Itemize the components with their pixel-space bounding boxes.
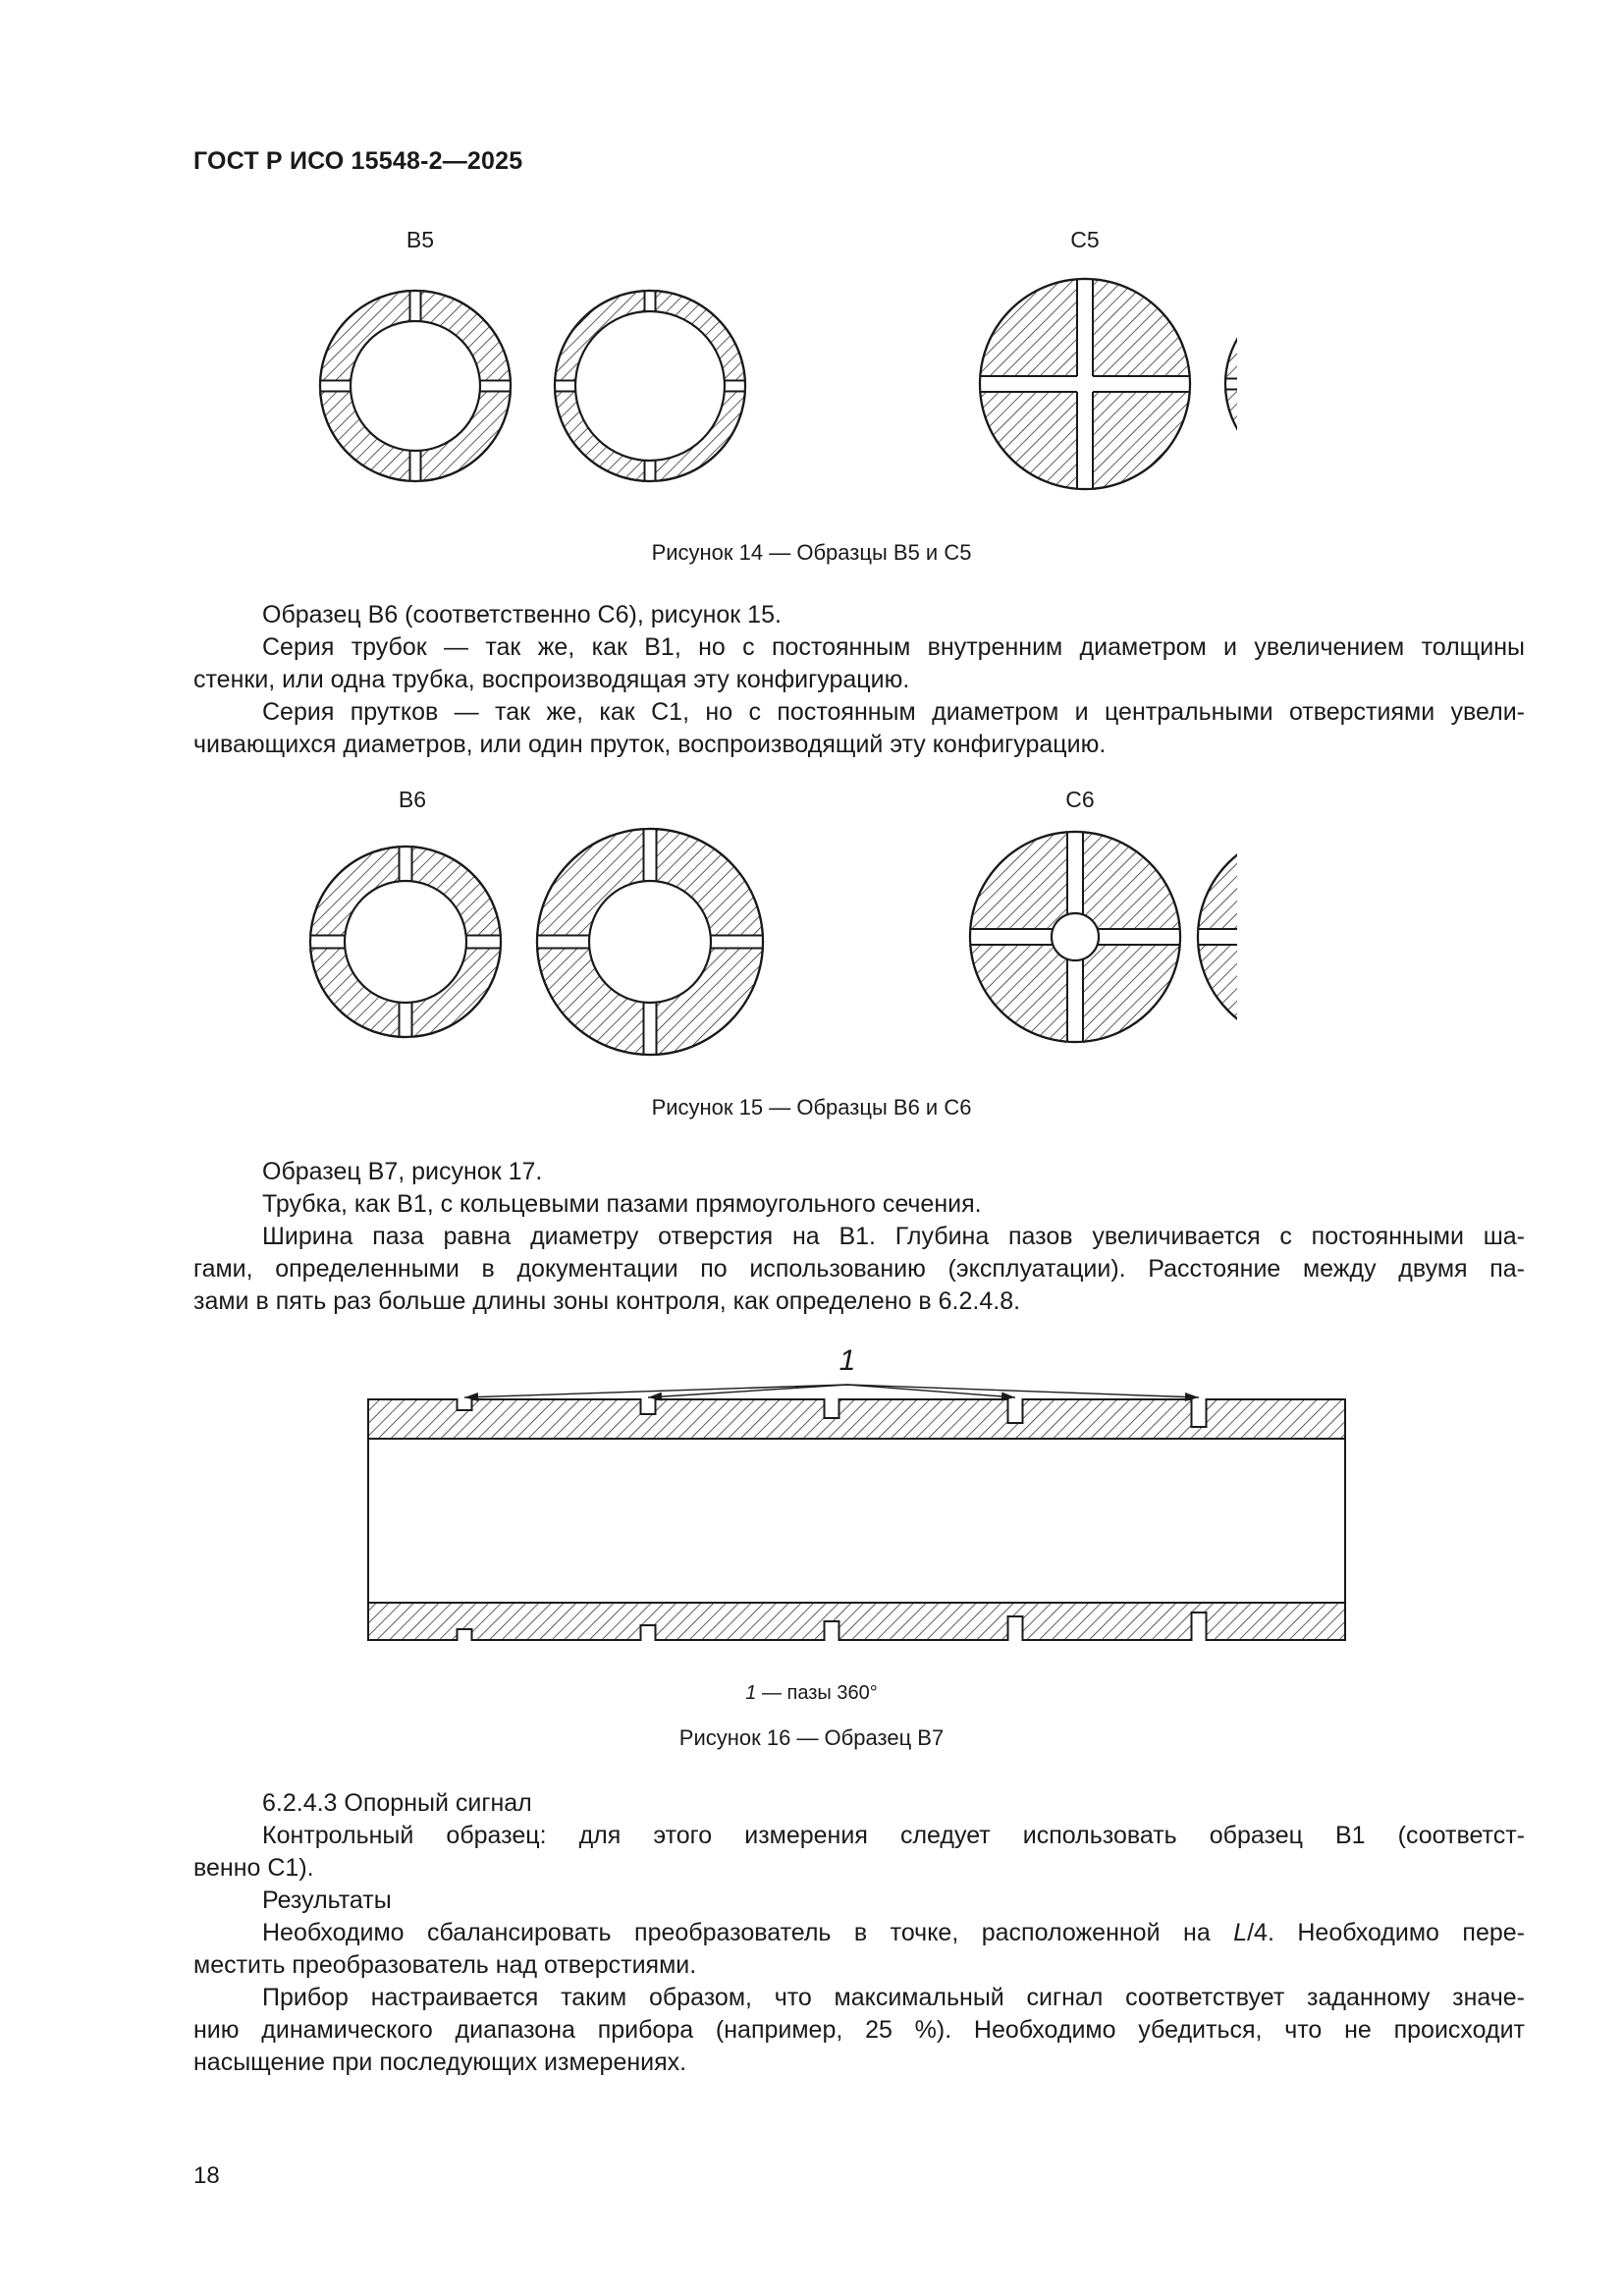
paragraph: Образец B7, рисунок 17. xyxy=(262,1158,543,1185)
paragraph: Серия трубок — так же, как B1, но с постоянным внутренним диаметром и увеличением толщины xyxy=(262,633,1525,661)
figure-label-c5: C5 xyxy=(1070,227,1100,252)
paragraph: чивающихся диаметров, или один пруток, воспроизводящий эту конфигурацию. xyxy=(193,731,1107,758)
specimen-c5-large xyxy=(979,278,1191,490)
document-header: ГОСТ Р ИСО 15548-2—2025 xyxy=(193,147,523,175)
groove-bottom xyxy=(1008,1616,1023,1640)
text-block-3 xyxy=(193,1787,1525,2079)
leader-line xyxy=(648,1385,847,1397)
text-block-1 xyxy=(193,599,1525,761)
figure-15 xyxy=(295,781,1237,1066)
slot xyxy=(979,376,1191,392)
figure-label-b6: B6 xyxy=(398,787,427,812)
groove-top xyxy=(641,1399,656,1414)
paragraph: местить преобразователь над отверстиями. xyxy=(193,1951,697,1979)
specimen-c6-small-bore xyxy=(969,831,1181,1043)
groove-bottom xyxy=(458,1629,472,1640)
groove-top xyxy=(458,1399,472,1410)
text-run: Необходимо сбалансировать преобразователь в точке, расположенной на xyxy=(262,1919,1234,1946)
groove-top xyxy=(825,1399,839,1418)
paragraph: Ширина паза равна диаметру отверстия на B1. Глубина пазов увеличивается с постоянными ша- xyxy=(262,1223,1525,1250)
figure-15-caption: Рисунок 15 — Образцы B6 и C6 xyxy=(651,1095,972,1120)
figure-label-c6: C6 xyxy=(1065,787,1095,812)
specimen-b5-small xyxy=(319,290,512,482)
paragraph: Прибор настраивается таким образом, что максимальный сигнал соответствует заданному значе- xyxy=(262,1984,1525,2011)
text-run-italic: L xyxy=(1233,1919,1248,1946)
callout-label: 1 xyxy=(839,1344,856,1377)
legend-text: — пазы 360° xyxy=(756,1682,878,1704)
paragraph: Образец B6 (соответственно C6), рисунок 15. xyxy=(262,601,782,629)
paragraph: стенки, или одна трубка, воспроизводящая эту конфигурацию. xyxy=(193,666,910,693)
figure-14 xyxy=(295,221,1237,496)
specimen-c5-small xyxy=(1224,293,1237,475)
specimen-b5-large xyxy=(554,290,746,482)
text-block-2 xyxy=(193,1156,1525,1318)
groove-bottom xyxy=(641,1625,656,1640)
figure-label-b5: B5 xyxy=(406,227,435,252)
paragraph: насыщение при последующих измерениях. xyxy=(193,2049,687,2076)
page-number: 18 xyxy=(193,2162,220,2189)
paragraph: Контрольный образец: для этого измерения следует использовать образец B1 (соответст- xyxy=(262,1822,1525,1849)
paragraph: Серия прутков — так же, как C1, но с постоянным диаметром и центральными отверстиями увели- xyxy=(262,698,1525,726)
figure-14-caption: Рисунок 14 — Образцы B5 и C5 xyxy=(651,540,972,565)
figure-16-caption: Рисунок 16 — Образец B7 xyxy=(678,1725,945,1750)
paragraph: Результаты xyxy=(262,1886,392,1914)
figure-16-legend xyxy=(0,1682,1623,1705)
slot xyxy=(1197,929,1237,945)
paragraph xyxy=(193,1917,1525,1949)
groove-bottom xyxy=(1192,1613,1207,1640)
paragraph: Трубка, как B1, с кольцевыми пазами прямоугольного сечения. xyxy=(262,1190,982,1218)
paragraph: зами в пять раз больше длины зоны контроля, как определено в 6.2.4.8. xyxy=(193,1287,1021,1315)
section-heading: 6.2.4.3 Опорный сигнал xyxy=(262,1789,532,1817)
groove-bottom xyxy=(825,1621,839,1640)
specimen-b6-large xyxy=(536,828,764,1056)
text-run: /4. Необходимо пере- xyxy=(1247,1919,1525,1946)
specimen-c6-large-bore xyxy=(1197,831,1237,1043)
leader-line xyxy=(847,1385,1199,1397)
groove-top xyxy=(1192,1399,1207,1427)
paragraph: гами, определенными в документации по использованию (эксплуатации). Расстояние между двумя па- xyxy=(193,1255,1525,1283)
specimen-b6-small xyxy=(309,846,502,1038)
paragraph: нию динамического диапазона прибора (например, 25 %). Необходимо убедиться, что не происходит xyxy=(193,2016,1525,2044)
groove-top xyxy=(1008,1399,1023,1423)
figure-16 xyxy=(363,1340,1355,1650)
legend-number: 1 xyxy=(745,1682,757,1704)
paragraph: венно C1). xyxy=(193,1854,314,1882)
leader-line xyxy=(847,1385,1015,1397)
